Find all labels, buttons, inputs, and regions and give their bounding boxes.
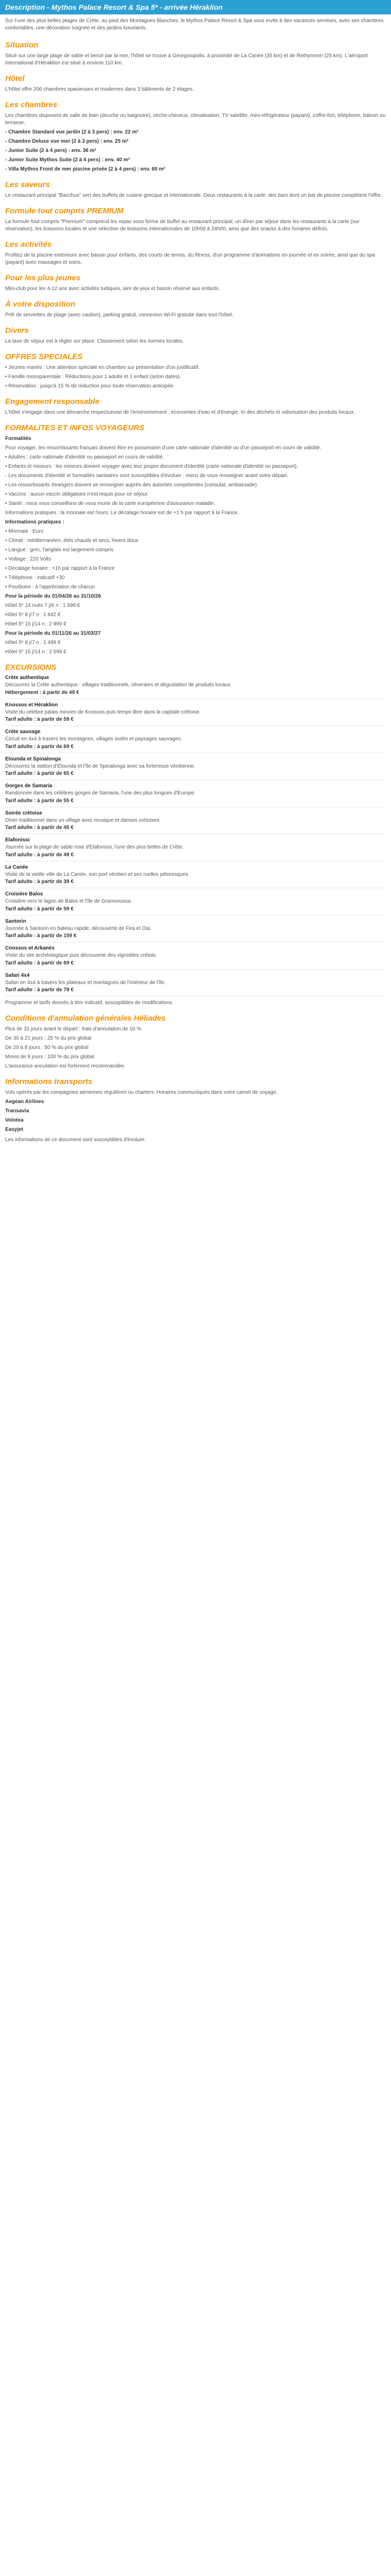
excursion-price: Tarif adulte : à partir de 79 €	[5, 987, 74, 993]
practical-item: • Téléphone : indicatif +30	[5, 575, 65, 581]
conditions-line: De 30 à 21 jours : 25 % du prix global	[5, 1036, 91, 1041]
practical-item: • Décalage horaire : +1h par rapport à la France	[5, 566, 115, 571]
situation-text: Situé sur une large plage de sable et bercé par la mer, l'hôtel se trouve à Georgioupolis, à proximité de La Canée (35 km) et de Rethymnon (25 km). L'aéroport international d'Héraklion est situé à environ 110 km.	[5, 53, 368, 66]
practical-item: • Voltage : 220 Volts	[5, 556, 52, 562]
airline-item: Aegean Airlines	[5, 1099, 44, 1105]
activities-title: Les activités	[5, 240, 52, 249]
practical-item: • Langue : grec, l'anglais est largement compris	[5, 547, 113, 553]
excursion-price: Tarif adulte : à partir de 65 €	[5, 771, 74, 776]
excursion-item	[5, 919, 386, 943]
excursion-name: Crète authentique	[5, 675, 50, 681]
excursion-price: Tarif adulte : à partir de 59 €	[5, 717, 74, 722]
misc-text: La taxe de séjour est à régler sur place. Classement selon les normes locales.	[5, 338, 184, 344]
period-title: Pour la période du 01/11/26 au 31/03/27	[5, 631, 101, 636]
restaurants-text: Le restaurant principal "Bacchus" sert des buffets de cuisine grecque et internationale. Deux restaurants à la carte, des bars dont un bar de piscine complètent l'offre.	[5, 193, 382, 198]
excursions-note: Programme et tarifs donnés à titre indicatif, susceptibles de modifications.	[5, 1000, 174, 1006]
activities-text: Profitez de la piscine extérieure avec bassin pour enfants, des courts de tennis, du fitness, d'un programme d'animations en journée et en soirée, ainsi que du spa (payant) avec massages et soins.	[5, 252, 376, 265]
room-item: - Junior Suite (2 à 4 pers) : env. 36 m²	[5, 148, 96, 154]
excursion-name: Croisière Balos	[5, 891, 43, 897]
excursion-body: Visite de la vieille ville de La Canée, son port vénitien et ses ruelles pittoresques.	[5, 871, 190, 877]
situation-title: Situation	[5, 41, 39, 49]
excursion-price: Tarif adulte : à partir de 159 €	[5, 933, 77, 939]
period-title: Pour la période du 01/04/26 au 31/10/26	[5, 594, 101, 599]
formalities-subtitle: Formalités	[5, 436, 31, 442]
excursion-body: Découvrez la station d'Elounda et l'île de Spinalonga avec sa forteresse vénitienne.	[5, 763, 196, 769]
offer-item: • Jeunes mariés : Une attention spéciale en chambre sur présentation d'un justificatif.	[5, 365, 200, 370]
engagement-title: Engagement responsable	[5, 397, 100, 406]
practical-item: • Climat : méditerranéen, étés chauds et secs, hivers doux	[5, 538, 139, 544]
formalities-paragraph: • Les ressortissants étrangers doivent se renseigner auprès des autorités compétentes (consulat, ambassade).	[5, 482, 258, 488]
rooms-title: Les chambres	[5, 100, 57, 109]
excursion-price: Tarif adulte : à partir de 49 €	[5, 852, 74, 858]
excursion-name: Crète sauvage	[5, 729, 41, 735]
hotel-title: Hôtel	[5, 74, 25, 83]
period-line: Hôtel 5* 15 j/14 n : 2 599 €	[5, 649, 67, 655]
airline-item: Volotea	[5, 1117, 24, 1123]
excursion-body: Circuit en 4x4 à travers les montagnes, villages isolés et paysages sauvages.	[5, 736, 182, 742]
excursion-name: Elafonissi	[5, 837, 30, 843]
excursion-item	[5, 865, 386, 889]
formalities-paragraph: Informations pratiques : la monnaie est l'euro. Le décalage horaire est de +1 h par rapport à la France.	[5, 510, 239, 516]
kids-title: Pour les plus jeunes	[5, 274, 80, 282]
intro-text: Sur l'une des plus belles plages de Crète, au pied des Montagnes Blanches, le Mythos Palace Resort & Spa vous invite à des vacances sereines, avec ses chambres confortables, une décoration soignée et des jardins luxuriants.	[5, 18, 384, 31]
restaurants-title: Les saveurs	[5, 180, 50, 189]
excursion-name: Elounda et Spinalonga	[5, 756, 61, 762]
excursion-name: Gorges de Samaria	[5, 783, 53, 789]
period-line: Hôtel 5* 14 nuits 7 j/6 n : 1 699 €	[5, 603, 80, 608]
period-line: Hôtel 5* 8 j/7 n : 1 842 €	[5, 612, 61, 618]
airline-item: Easyjet	[5, 1127, 24, 1132]
excursion-name: Cnossos et Arkanès	[5, 945, 55, 951]
page	[0, 0, 391, 1156]
conditions-line: De 20 à 8 jours : 50 % du prix global	[5, 1045, 89, 1050]
conditions-title: Conditions d'annulation générales Héliades	[5, 1014, 166, 1023]
services-text: Prêt de serviettes de plage (avec caution), parking gratuit, connexion Wi-Fi gratuite dans tout l'hôtel.	[5, 312, 234, 318]
room-item: - Villa Mythos Front de mer piscine privée (2 à 4 pers) : env. 60 m²	[5, 166, 166, 172]
kids-text: Mini-club pour les 4-12 ans avec activités ludiques, aire de jeux et bassin réservé aux enfants.	[5, 286, 220, 292]
excursion-item	[5, 675, 386, 699]
excursion-name: Santorin	[5, 918, 26, 924]
excursion-body: Journée sur la plage de sable rose d'Elafonissi, l'une des plus belles de Crète.	[5, 844, 184, 850]
formalities-paragraph: • Enfants et mineurs : les mineurs doivent voyager avec leur propre document d'identité (carte nationale d'identité ou passeport).	[5, 464, 298, 469]
formalities-paragraph: • Adultes : carte nationale d'identité ou passeport en cours de validité.	[5, 454, 164, 460]
excursion-price: Tarif adulte : à partir de 59 €	[5, 906, 74, 912]
practical-item: • Pourboire : à l'appréciation de chacun	[5, 584, 95, 590]
excursion-price: Tarif adulte : à partir de 69 €	[5, 743, 74, 750]
premium-title: Formule tout compris PREMIUM	[5, 207, 124, 215]
excursion-item	[5, 729, 386, 753]
excursion-body: Visite du célèbre palais minoen de Knossos puis temps libre dans la capitale crétoise.	[5, 709, 201, 715]
excursion-price: Tarif adulte : à partir de 55 €	[5, 798, 74, 804]
room-item: - Chambre Standard vue jardin (2 à 3 pers) : env. 22 m²	[5, 129, 139, 135]
transports-text: Vols opérés par les compagnies aériennes régulières ou charters. Horaires communiqués dans votre carnet de voyage.	[5, 1090, 278, 1095]
excursion-price: Hébergement : à partir de 49 €	[5, 689, 79, 696]
excursion-name: Safari 4x4	[5, 972, 30, 978]
offers-title: OFFRES SPECIALES	[5, 352, 83, 361]
conditions-line: Moins de 8 jours : 100 % du prix global	[5, 1054, 94, 1060]
practical-info-title: Informations pratiques :	[5, 519, 64, 525]
formalities-paragraph: • Santé : nous vous conseillons de vous munir de la carte européenne d'assurance maladie.	[5, 501, 215, 506]
excursion-price: Tarif adulte : à partir de 69 €	[5, 960, 74, 966]
conditions-line: Plus de 31 jours avant le départ : frais d'annulation de 10 %	[5, 1026, 141, 1032]
banner-title: Description - Mythos Palace Resort & Spa 5* - arrivée Héraklion	[0, 0, 391, 14]
footer-text: Les informations de ce document sont susceptibles d'évoluer.	[5, 1137, 146, 1143]
formalities-paragraph: • Vaccins : aucun vaccin obligatoire n'est requis pour ce séjour.	[5, 492, 149, 497]
excursion-item	[5, 810, 386, 835]
excursion-item	[5, 891, 386, 916]
period-line: Hôtel 5* 15 j/14 n : 2 999 €	[5, 621, 67, 627]
excursion-list	[5, 675, 386, 1007]
room-item: - Chambre Deluxe vue mer (2 à 3 pers) : env. 25 m²	[5, 139, 128, 144]
excursion-body: Dîner traditionnel dans un village avec musique et danses crétoises.	[5, 817, 161, 823]
hotel-text: L'hôtel offre 206 chambres spacieuses et modernes dans 3 bâtiments de 2 étages.	[5, 87, 194, 92]
excursion-price: Tarif adulte : à partir de 39 €	[5, 879, 74, 885]
formalities-paragraph: Pour voyager, les ressortissants français doivent être en possession d'une carte nationale d'identité ou d'un passeport en cours de validité.	[5, 445, 321, 451]
excursion-item	[5, 702, 386, 726]
services-title: À votre disposition	[5, 300, 75, 309]
engagement-text: L'hôtel s'engage dans une démarche respectueuse de l'environnement : économies d'eau et d'énergie, tri des déchets et valorisation des produits locaux.	[5, 410, 355, 415]
premium-text: La formule tout compris "Premium" comprend les repas sous forme de buffet au restaurant principal, un dîner par séjour dans les restaurants à la carte (sur réservation), les boissons locales et une sélection de boissons internationales de 10h00 à 24h00, ainsi que des snacks à des horaires définis.	[5, 219, 360, 232]
excursion-item	[5, 837, 386, 861]
excursion-item	[5, 756, 386, 781]
offer-item: • Famille monoparentale : Réductions pour 1 adulte et 1 enfant (selon dates).	[5, 374, 181, 380]
period-line: Hôtel 5* 8 j/7 n : 1 499 €	[5, 640, 61, 646]
practical-item: • Monnaie : Euro	[5, 529, 44, 534]
excursion-item	[5, 945, 386, 970]
conditions-text: L'assurance annulation est fortement recommandée.	[5, 1063, 126, 1069]
excursions-title: EXCURSIONS	[5, 663, 57, 672]
room-item: - Junior Suite Mythos Suite (2 à 4 pers) : env. 40 m²	[5, 157, 130, 163]
excursion-item	[5, 783, 386, 807]
excursion-name: La Canée	[5, 864, 28, 870]
rooms-text: Les chambres disposent de salle de bain (douche ou baignoire), sèche-cheveux, climatisation, TV satellite, mini-réfrigérateur (payant), coffre-fort, téléphone, balcon ou terrasse.	[5, 113, 386, 126]
excursion-body: Journée à Santorin en bateau rapide, découverte de Fira et Oia.	[5, 925, 152, 931]
misc-title: Divers	[5, 326, 29, 335]
excursion-body: Découvrez la Crète authentique : villages traditionnels, oliveraies et dégustation de produits locaux.	[5, 682, 232, 688]
excursion-name: Soirée crétoise	[5, 810, 42, 816]
excursion-price: Tarif adulte : à partir de 45 €	[5, 825, 74, 831]
formalities-title: FORMALITES ET INFOS VOYAGEURS	[5, 423, 144, 432]
excursion-body: Randonnée dans les célèbres gorges de Samaria, l'une des plus longues d'Europe.	[5, 790, 196, 796]
excursion-body: Visite du site archéologique puis découverte des vignobles crétois.	[5, 953, 157, 958]
excursion-item	[5, 973, 386, 997]
section-situation	[0, 41, 391, 1144]
formalities-paragraph: - Les documents d'identité et formalités sanitaires sont susceptibles d'évoluer : merci de vous renseigner avant votre départ.	[5, 473, 288, 479]
excursion-body: Croisière vers le lagon de Balos et l'île de Gramvoussa.	[5, 899, 132, 904]
transports-title: Informations transports	[5, 1077, 93, 1086]
excursion-name: Knossos et Héraklion	[5, 702, 58, 708]
airline-item: Transavia	[5, 1108, 29, 1114]
excursion-body: Safari en 4x4 à travers les plateaux et montagnes de l'intérieur de l'île.	[5, 979, 166, 986]
offer-item: • Réservation : jusqu'à 15 % de réduction pour toute réservation anticipée.	[5, 383, 175, 389]
